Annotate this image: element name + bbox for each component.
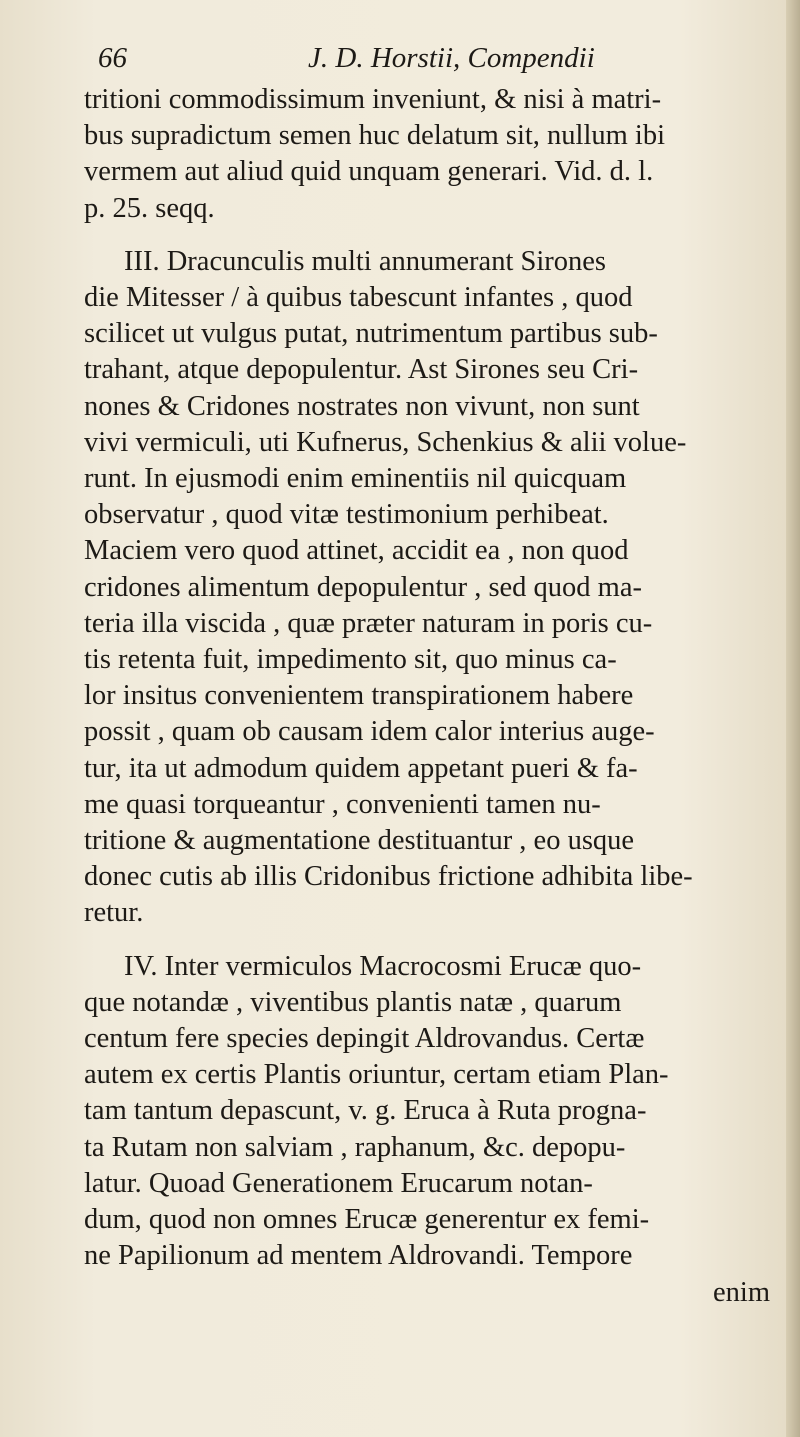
text-line: centum fere species depingit Aldrovandus. Certæ [84,1023,645,1055]
binding-gutter [786,0,800,1437]
text-line: p. 25. seqq. [84,192,215,224]
text-line: tam tantum depascunt, v. g. Eruca à Ruta progna- [84,1095,647,1127]
text-line: teria illa viscida , quæ præter naturam in poris cu- [84,607,653,639]
catchword: enim [713,1276,770,1308]
text-line: tur, ita ut admodum quidem appetant pueri & fa- [84,752,638,784]
text-line: observatur , quod vitæ testimonium perhibeat. [84,499,609,531]
text-line: tritione & augmentatione destituantur , eo usque [84,825,635,857]
text-line: ne Papilionum ad mentem Aldrovandi. Tempore [84,1240,633,1272]
text-line: latur. Quoad Generationem Erucarum notan- [84,1167,593,1199]
section-heading-line: III. Dracunculis multi annumerant Sirones [124,245,606,277]
text-line: trahant, atque depopulentur. Ast Sirones seu Cri- [84,354,639,386]
text-line: tritioni commodissimum inveniunt, & nisi à matri- [84,84,662,115]
text-line: vermem aut aliud quid unquam generari. Vid. d. l. [84,156,654,188]
text-line: possit , quam ob causam idem calor interius auge- [84,716,655,748]
text-line: nones & Cridones nostrates non vivunt, non sunt [84,390,640,422]
text-line: me quasi torqueantur , convenienti tamen nu- [84,788,601,820]
text-line: que notandæ , viventibus plantis natæ , quarum [84,986,622,1018]
text-line: Maciem vero quod attinet, accidit ea , non quod [84,535,629,567]
text-line: cridones alimentum depopulentur , sed quod ma- [84,571,642,603]
text-line: tis retenta fuit, impedimento sit, quo minus ca- [84,644,617,676]
page-number: 66 [98,42,127,74]
text-line: scilicet ut vulgus putat, nutrimentum partibus sub- [84,318,658,350]
text-line: lor insitus convenientem transpirationem habere [84,680,634,712]
text-line: ta Rutam non salviam , raphanum, &c. depopu- [84,1131,626,1163]
text-line: die Mitesser / à quibus tabescunt infantes , quod [84,282,633,314]
text-line: runt. In ejusmodi enim eminentiis nil quicquam [84,463,627,495]
page-header [98,42,738,82]
text-line: vivi vermiculi, uti Kufnerus, Schenkius & alii volue- [84,426,687,458]
body-text [84,82,786,1311]
text-line: autem ex certis Plantis oriuntur, certam etiam Plan- [84,1059,669,1091]
section-heading-line: IV. Inter vermiculos Macrocosmi Erucæ quo- [124,950,642,982]
running-title: J. D. Horstii, Compendii [308,42,595,74]
text-line: bus supradictum semen huc delatum sit, nullum ibi [84,120,666,152]
text-line: retur. [84,897,144,929]
text-line: donec cutis ab illis Cridonibus frictione adhibita libe- [84,861,693,893]
text-line: dum, quod non omnes Erucæ generentur ex femi- [84,1204,650,1236]
